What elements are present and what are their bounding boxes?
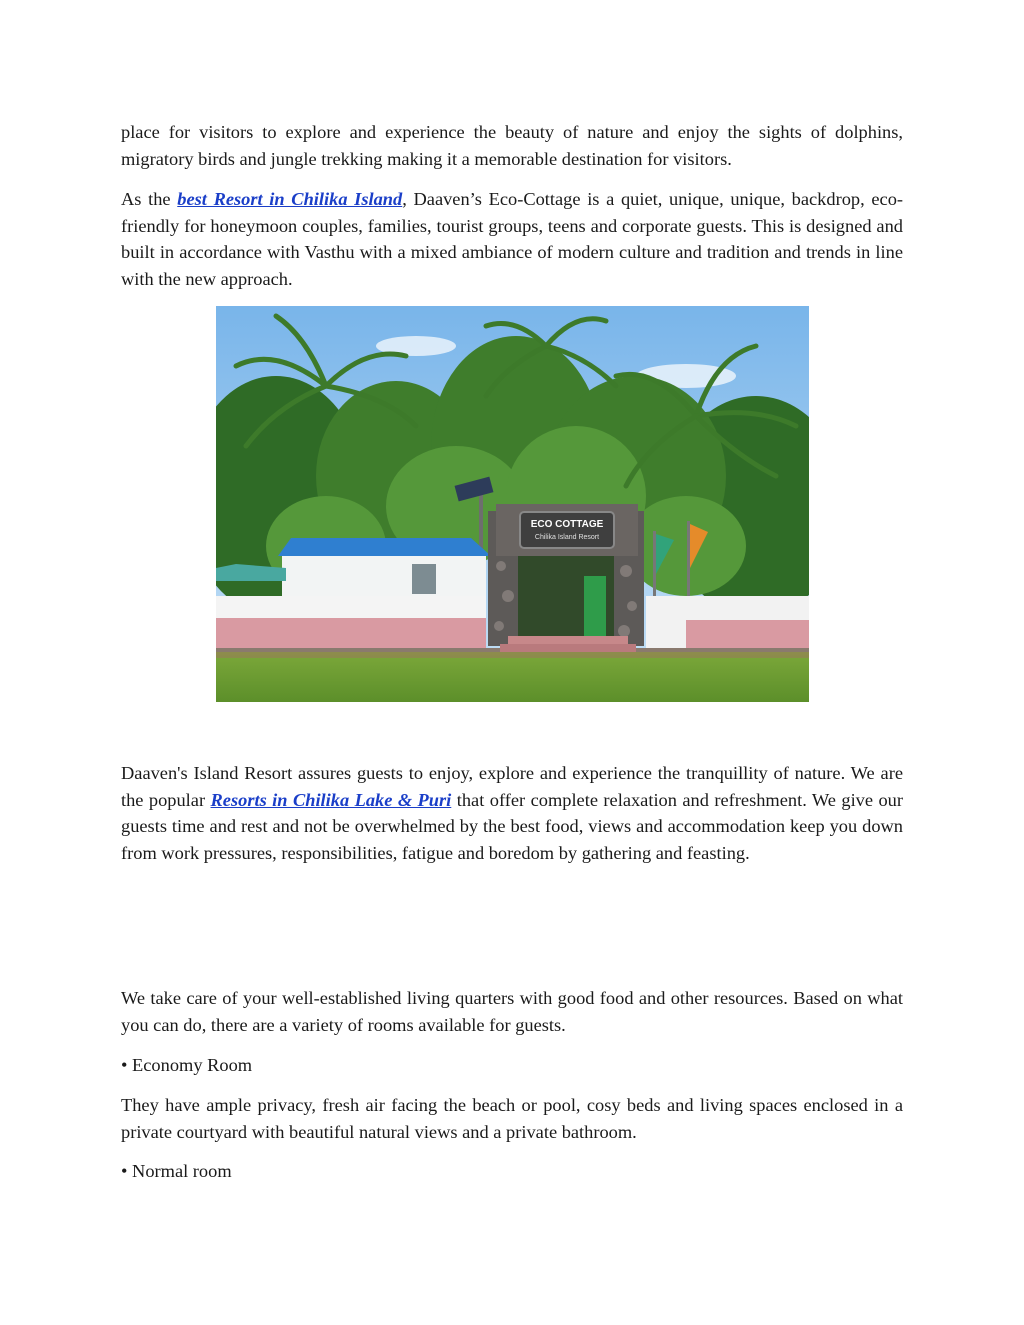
best-resort-link[interactable]: best Resort in Chilika Island [177, 189, 403, 209]
normal-room-item: • Normal room [121, 1161, 232, 1181]
resort-text-start: Daaven's Island Resort assures guests to enjoy, explore and experience the tranquillity of nature. We are the popular [121, 763, 903, 810]
resorts-chilika-link[interactable]: Resorts in Chilika Lake & Puri [210, 789, 452, 810]
economy-room-description: They have ample privacy, fresh air facing the beach or pool, cosy beds and living spaces enclosed in a private courtyard with beautiful natural views and a private bathroom. [121, 1095, 903, 1142]
eco-cottage-text-end: , Daaven’s Eco-Cottage is a quiet, unique, unique, backdrop, eco-friendly for honeymoon couples, families, tourist groups, teens and corporate guests. This is designed and built in accordance with Vasthu with a mixed ambiance of modern culture and tradition and trends in line with the new approach. [121, 189, 904, 289]
eco-cottage-text-start: As the [121, 189, 178, 209]
resort-paragraph [121, 760, 903, 866]
resort-text-end: that offer complete relaxation and refreshment. We give our guests time and rest and not be overwhelmed by the best food, views and accommodation keep you down from work pressures, responsibilities, fatigue and boredom by gathering and feasting. [121, 789, 903, 863]
intro-paragraph: place for visitors to explore and experience the beauty of nature and enjoy the sights of dolphins, migratory birds and jungle trekking making it a memorable destination for visitors. [121, 122, 903, 169]
economy-room-item: • Economy Room [121, 1055, 253, 1075]
living-quarters-paragraph: We take care of your well-established living quarters with good food and other resources. Based on what you can do, there are a variety of rooms available for guests. [121, 988, 903, 1035]
gate-sign-title: ECO COTTAGE [530, 519, 604, 530]
gate-sign-subtitle: Chilika Island Resort [534, 534, 600, 541]
eco-cottage-paragraph [121, 186, 903, 292]
eco-cottage-photo [216, 306, 809, 702]
